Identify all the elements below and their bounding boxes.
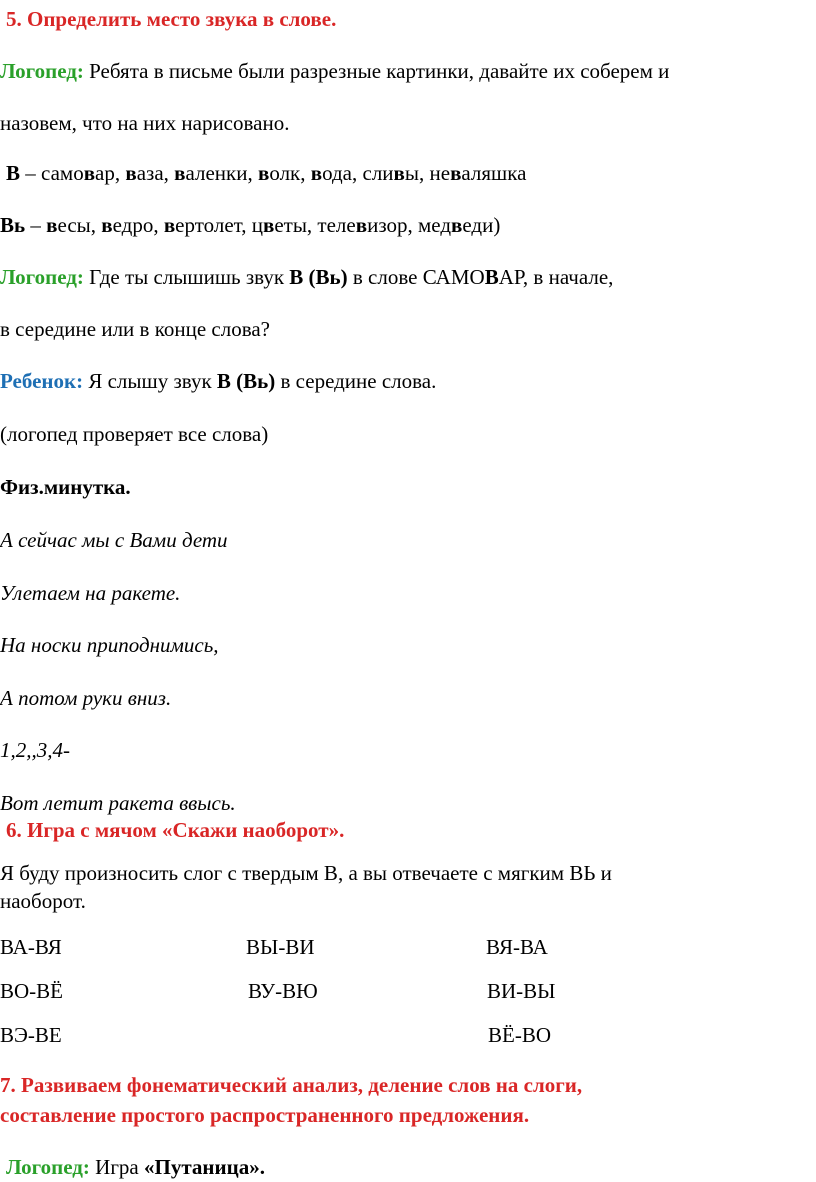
words-vs-line xyxy=(0,212,500,238)
highlighted-letter: в xyxy=(258,161,270,185)
word-fragment: аляшка xyxy=(461,161,527,185)
poem-line: А потом руки вниз. xyxy=(0,686,172,710)
p2-letter: В xyxy=(484,265,499,289)
words-v-text xyxy=(20,161,526,185)
word-fragment: еди) xyxy=(462,213,501,237)
paragraph-3 xyxy=(0,368,436,394)
word-fragment: – само xyxy=(20,161,84,185)
speaker-logoped: Логопед: xyxy=(0,265,84,289)
poem-line: На носки приподнимись, xyxy=(0,633,219,657)
syllable-cell: ВУ-ВЮ xyxy=(248,979,318,1003)
word-fragment: аленки, xyxy=(185,161,258,185)
word-fragment: – xyxy=(25,213,47,237)
word-fragment: ы, не xyxy=(404,161,451,185)
highlighted-letter: в xyxy=(83,161,96,185)
word-fragment: олк, xyxy=(269,161,311,185)
speaker-rebenok: Ребенок: xyxy=(0,369,84,393)
paragraph-1-cont: назовем, что на них нарисовано. xyxy=(0,111,290,135)
section-6-heading: 6. Игра с мячом «Скажи наоборот». xyxy=(6,818,345,842)
p2-sound: В (Вь) xyxy=(289,265,348,289)
paragraph-1 xyxy=(0,58,669,84)
highlighted-letter: в xyxy=(101,213,113,237)
paragraph-4: (логопед проверяет все слова) xyxy=(0,422,269,446)
word-fragment: изор, мед xyxy=(367,213,452,237)
word-fragment: еты, теле xyxy=(274,213,356,237)
poem-line: 1,2,,3,4- xyxy=(0,738,70,762)
highlighted-letter: в xyxy=(125,161,137,185)
syllable-cell: ВЫ-ВИ xyxy=(246,935,315,959)
highlighted-letter: в xyxy=(163,213,176,237)
syllable-cell: ВЭ-ВЕ xyxy=(0,1023,62,1047)
paragraph-6: Я буду произносить слог с твердым В, а вы отвечаете с мягким ВЬ и xyxy=(0,861,612,885)
p3-sound: В (Вь) xyxy=(216,369,276,393)
speaker-logoped: Логопед: xyxy=(0,59,84,83)
section-7-heading-cont: составление простого распространенного предложения. xyxy=(0,1103,530,1127)
fiz-minutka-heading: Физ.минутка. xyxy=(0,475,131,499)
paragraph-6-cont: наоборот. xyxy=(0,889,86,913)
word-fragment: едро, xyxy=(112,213,164,237)
highlighted-letter: в xyxy=(355,213,368,237)
word-fragment: есы, xyxy=(57,213,102,237)
paragraph-2 xyxy=(0,264,613,290)
highlighted-letter: в xyxy=(310,161,323,185)
highlighted-letter: в xyxy=(450,161,462,185)
word-fragment: ертолет, ц xyxy=(175,213,263,237)
highlighted-letter: в xyxy=(174,161,186,185)
poem-line: Улетаем на ракете. xyxy=(0,581,181,605)
highlighted-letter: в xyxy=(393,161,405,185)
paragraph-7 xyxy=(6,1154,265,1180)
section-7-heading: 7. Развиваем фонематический анализ, деление слов на слоги, xyxy=(0,1073,583,1097)
letter-v: В xyxy=(6,161,21,185)
p7-text-a: Игра xyxy=(89,1155,145,1179)
highlighted-letter: в xyxy=(262,213,275,237)
word-fragment: ода, сли xyxy=(322,161,394,185)
speaker-logoped: Логопед: xyxy=(6,1155,90,1179)
p3-text-a: Я слышу звук xyxy=(83,369,217,393)
word-fragment: ар, xyxy=(95,161,126,185)
p3-text-c: в середине слова. xyxy=(275,369,437,393)
paragraph-2-cont: в середине или в конце слова? xyxy=(0,317,270,341)
poem-line: А сейчас мы с Вами дети xyxy=(0,528,228,552)
letter-vs: Вь xyxy=(0,213,26,237)
highlighted-letter: в xyxy=(46,213,58,237)
p2-text-c: в слове САМО xyxy=(347,265,485,289)
p7-game-name: «Путаница». xyxy=(144,1155,265,1179)
words-v-line xyxy=(6,160,526,186)
highlighted-letter: в xyxy=(451,213,463,237)
section-5-heading: 5. Определить место звука в слове. xyxy=(6,7,337,31)
p2-text-e: АР, в начале, xyxy=(498,265,614,289)
syllable-cell: ВЁ-ВО xyxy=(488,1023,551,1047)
syllable-cell: ВО-ВЁ xyxy=(0,979,63,1003)
syllable-cell: ВА-ВЯ xyxy=(0,935,62,959)
paragraph-1-text: Ребята в письме были разрезные картинки, давайте их соберем и xyxy=(83,59,670,83)
poem-line: Вот летит ракета ввысь. xyxy=(0,791,236,815)
syllable-cell: ВЯ-ВА xyxy=(486,935,548,959)
syllable-cell: ВИ-ВЫ xyxy=(487,979,556,1003)
p2-text-a: Где ты слышишь звук xyxy=(83,265,290,289)
word-fragment: аза, xyxy=(136,161,175,185)
words-vs-text xyxy=(25,213,500,237)
